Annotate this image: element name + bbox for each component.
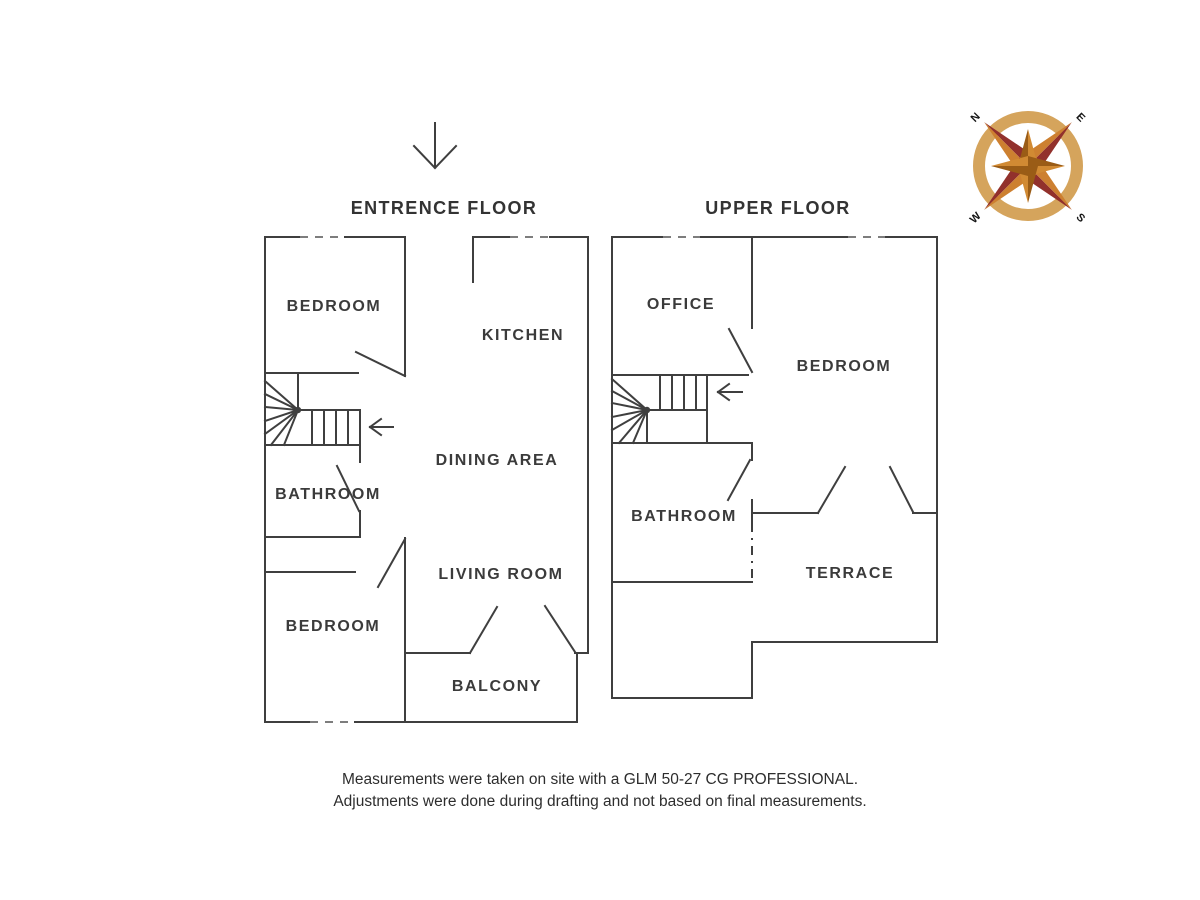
- upper-floor-room-label-terrace: TERRACE: [805, 565, 895, 582]
- upper-floor-wall: [728, 460, 750, 500]
- entrance-floor-wall: [545, 606, 575, 652]
- entrance-floor-room-label-balcony: BALCONY: [451, 678, 543, 695]
- entrance-floor-stair-hub: [295, 407, 301, 413]
- entrance-floor-wall: [470, 607, 497, 653]
- compass-letter-s: S: [1073, 211, 1088, 225]
- upper-floor-room-label-bedroom: BEDROOM: [796, 358, 892, 375]
- compass-letter-n: N: [968, 110, 983, 125]
- entrance-floor-wall: [414, 146, 435, 168]
- upper-floor-wall: [718, 384, 729, 392]
- entrance-floor-title: ENTRENCE FLOOR: [350, 198, 538, 218]
- entrance-floor-room-label-kitchen: KITCHEN: [481, 327, 565, 344]
- entrance-floor: [265, 123, 588, 722]
- entrance-floor-wall: [378, 539, 405, 587]
- entrance-floor-wall: [435, 146, 456, 168]
- compass-rose-icon: [968, 111, 1087, 226]
- upper-floor: [612, 198, 937, 698]
- measurement-note: [0, 769, 1200, 813]
- entrance-floor-room-label-bathroom: BATHROOM: [275, 486, 381, 503]
- entrance-floor-room-label-bedroom: BEDROOM: [286, 298, 382, 315]
- floors-layer: [265, 123, 937, 722]
- entrance-floor-room-label-living-room: LIVING ROOM: [438, 566, 564, 583]
- upper-floor-wall: [818, 467, 845, 513]
- measurement-note-line1: Measurements were taken on site with a GLM 50-27 CG PROFESSIONAL.: [341, 771, 858, 788]
- upper-floor-room-label-office: OFFICE: [646, 296, 716, 313]
- compass-letter-w: W: [967, 210, 984, 226]
- upper-floor-title: UPPER FLOOR: [705, 198, 851, 218]
- measurement-note-line2: Adjustments were done during drafting and not based on final measurements.: [333, 793, 867, 810]
- entrance-floor-wall: [356, 352, 405, 376]
- upper-floor-wall: [890, 467, 913, 512]
- upper-floor-wall: [718, 392, 729, 400]
- upper-floor-stair-hub: [644, 407, 650, 413]
- compass-letter-e: E: [1073, 110, 1088, 125]
- entrance-floor-room-label-bedroom: BEDROOM: [285, 618, 381, 635]
- entrance-floor-room-label-dining-area: DINING AREA: [435, 452, 559, 469]
- upper-floor-room-label-bathroom: BATHROOM: [631, 508, 737, 525]
- entrance-floor-wall: [370, 427, 381, 435]
- upper-floor-wall: [729, 329, 752, 372]
- entrance-floor-wall: [370, 419, 381, 427]
